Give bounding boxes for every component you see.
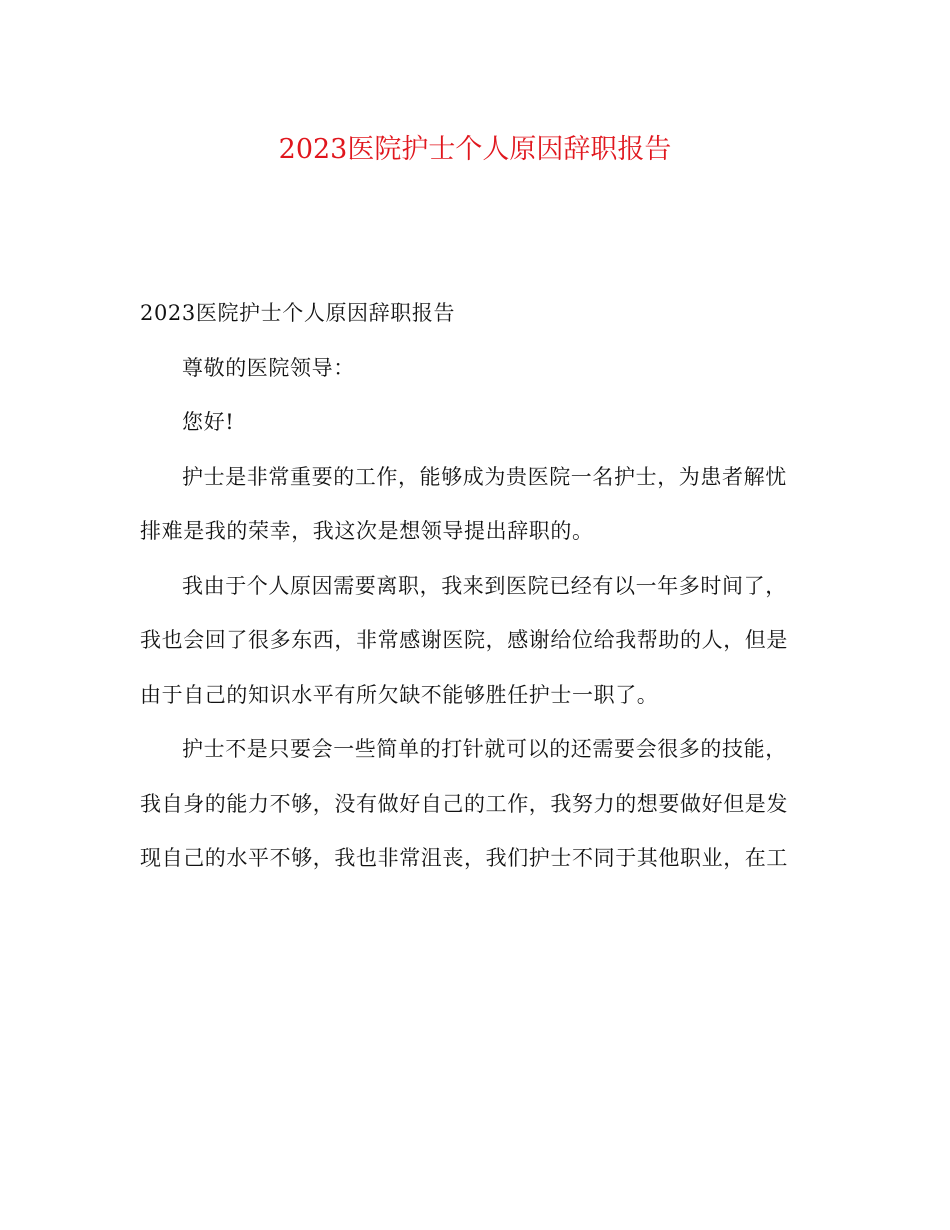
document-body (140, 286, 796, 886)
paragraph-line: 护士不是只要会一些简单的打针就可以的还需要会很多的技能， (182, 737, 787, 761)
paragraph-line: 我也会回了很多东西，非常感谢医院，感谢给位给我帮助的人，但是 (140, 628, 788, 652)
paragraph-line: 我自身的能力不够，没有做好自己的工作，我努力的想要做好但是发 (140, 791, 788, 816)
body-subtitle: 2023医院护士个人原因辞职报告 (140, 301, 456, 325)
paragraph-1 (140, 450, 796, 559)
document-title: 2023医院护士个人原因辞职报告 (278, 134, 672, 165)
paragraph-line: 护士是非常重要的工作，能够成为贵医院一名护士，为患者解忧 (182, 464, 787, 489)
paragraph-line: 我由于个人原因需要离职，我来到医院已经有以一年多时间了， (182, 573, 787, 598)
paragraph-line: 排难是我的荣幸，我这次是想领导提出辞职的。 (140, 519, 594, 543)
salutation: 尊敬的医院领导： (182, 355, 355, 380)
paragraph-2 (140, 559, 796, 723)
greeting: 您好! (182, 410, 235, 434)
paragraph-line: 由于自己的知识水平有所欠缺不能够胜任护士一职了。 (140, 682, 659, 707)
paragraph-line: 现自己的水平不够，我也非常沮丧，我们护士不同于其他职业，在工 (140, 846, 788, 870)
paragraph-3 (140, 722, 796, 886)
